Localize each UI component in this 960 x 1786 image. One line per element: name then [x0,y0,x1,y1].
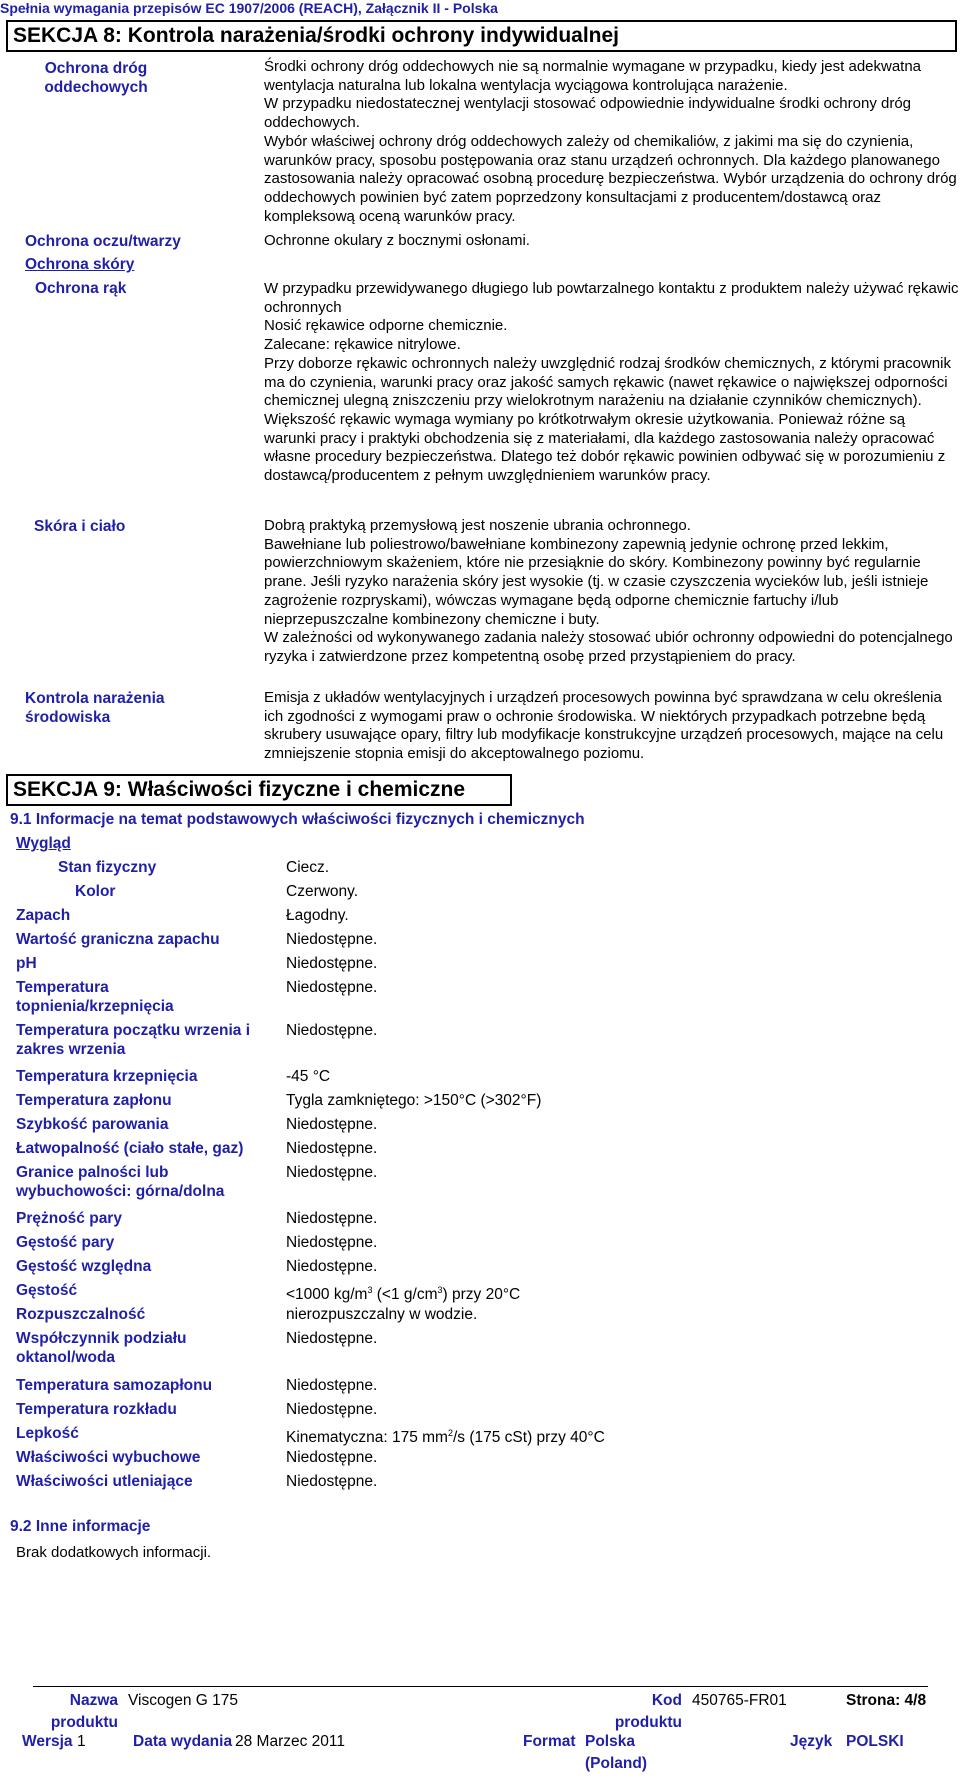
prop-value-vapor-density: Niedostępne. [286,1234,378,1251]
prop-label-melting: Temperatura topnienia/krzepnięcia [16,979,174,1015]
prop-label-explosive-props: Właściwości wybuchowe [16,1449,201,1466]
hand-p1: W przypadku przewidywanego długiego lub powtarzalnego kontaktu z produktem należy używać rękawic ochronnych [264,280,959,316]
footer-product-code-label: Kod produktu [614,1692,682,1731]
prop-label-odor-threshold: Wartość graniczna zapachu [16,931,220,948]
prop-value-vapor-pressure: Niedostępne. [286,1210,378,1227]
prop-value-decomposition: Niedostępne. [286,1401,378,1418]
prop-value-autoignition: Niedostępne. [286,1377,378,1394]
body-p3: W zależności od wykonywanego zadania należy stosować ubiór ochronny odpowiedni do potencjalnego ryzyka i zatwierdzone przez kompetentną osobę przed przystąpieniem do pracy. [264,629,953,665]
prop-label-autoignition: Temperatura samozapłonu [16,1377,213,1394]
prop-label-viscosity: Lepkość [16,1425,79,1442]
prop-value-pour: -45 °C [286,1068,331,1085]
footer-product-code: 450765-FR01 [692,1692,787,1709]
prop-label-solubility: Rozpuszczalność [16,1306,146,1323]
prop-label-flammability: Łatwopalność (ciało stałe, gaz) [16,1140,244,1157]
prop-label-vapor-density: Gęstość pary [16,1234,115,1251]
eye-text: Ochronne okulary z bocznymi osłonami. [264,232,530,249]
prop-value-color: Czerwony. [286,883,359,900]
footer-language: POLSKI [846,1733,904,1750]
subsection-9-2: 9.2 Inne informacje [10,1518,151,1535]
page-header: Spełnia wymagania przepisów EC 1907/2006 (REACH), Załącznik II - Polska [0,0,498,16]
hand-p2: Nosić rękawice odporne chemicznie. [264,317,508,335]
prop-label-boiling: Temperatura początku wrzenia i zakres wrzenia [16,1022,250,1058]
footer-format: Polska (Poland) [585,1733,647,1772]
footer-product-name: Viscogen G 175 [128,1692,239,1709]
hand-label: Ochrona rąk [35,280,127,297]
prop-label-density: Gęstość [16,1282,78,1299]
viscosity-sup1: 2 [447,1428,453,1438]
section-8-title: SEKCJA 8: Kontrola narażenia/środki ochrony indywidualnej [6,20,957,52]
respiratory-p2: W przypadku niedostatecznej wentylacji stosować odpowiednie indywidualne środki ochrony dróg oddechowych. [264,95,912,132]
prop-value-oxidizing: Niedostępne. [286,1473,378,1490]
prop-value-relative-density: Niedostępne. [286,1258,378,1275]
prop-label-flash: Temperatura zapłonu [16,1092,172,1109]
viscosity-v1: Kinematyczna: 175 mm [286,1429,448,1447]
footer-divider [33,1686,928,1687]
prop-label-state: Stan fizyczny [58,859,157,876]
prop-value-explosive-props: Niedostępne. [286,1449,378,1466]
density-v3: ) przy 20°C [442,1286,521,1304]
respiratory-p1: Środki ochrony dróg oddechowych nie są normalnie wymagane w przypadku, kiedy jest adekwatna wentylacja naturalna lub lokalna wentylacja wyciągowa kontrolująca narażenie. [264,58,922,94]
prop-value-odor: Łagodny. [286,907,349,924]
prop-value-solubility: nierozpuszczalny w wodzie. [286,1306,478,1323]
prop-value-flammability: Niedostępne. [286,1140,378,1157]
prop-value-partition: Niedostępne. [286,1330,378,1347]
env-label: Kontrola narażenia środowiska [25,690,165,726]
footer-format-label: Format [523,1733,576,1750]
subsection-9-1: 9.1 Informacje na temat podstawowych właściwości fizycznych i chemicznych [10,811,585,828]
prop-label-evaporation: Szybkość parowania [16,1116,169,1133]
prop-value-boiling: Niedostępne. [286,1022,378,1039]
hand-p3: Zalecane: rękawice nitrylowe. [264,336,461,354]
prop-value-melting: Niedostępne. [286,979,378,996]
prop-label-vapor-pressure: Prężność pary [16,1210,122,1227]
body-label: Skóra i ciało [34,518,126,535]
other-info-text: Brak dodatkowych informacji. [16,1544,212,1561]
body-text [264,517,959,667]
prop-label-pour: Temperatura krzepnięcia [16,1068,198,1085]
respiratory-p3: Wybór właściwej ochrony dróg oddechowych zależy od chemikaliów, z jakimi ma się do czynienia, warunków pracy, sposobu postępowania oraz stanu urządzeń ochronnych. Dla każdego planowanego zastosowania należy opracować osobną procedurę bezpieczeństwa. Wybór urządzenia do ochrony dróg oddechowych powinien być zatem poprzedzony konsultacjami z producentem/dostawcą oraz kompleksową oceną warunków pracy. [264,132,957,225]
footer-version: 1 [77,1733,86,1750]
prop-label-oxidizing: Właściwości utleniające [16,1473,193,1490]
respiratory-label: Ochrona dróg oddechowych [44,60,148,96]
prop-value-explosive-limits: Niedostępne. [286,1164,378,1181]
footer-issue-date: 28 Marzec 2011 [235,1733,345,1750]
footer-issue-date-label: Data wydania [133,1733,233,1750]
skin-label: Ochrona skóry [25,256,135,273]
prop-value-odor-threshold: Niedostępne. [286,931,378,948]
prop-value-state: Ciecz. [286,859,330,876]
prop-value-evaporation: Niedostępne. [286,1116,378,1133]
density-v2: (<1 g/cm [372,1286,438,1304]
prop-value-viscosity [286,1424,605,1447]
prop-label-relative-density: Gęstość względna [16,1258,152,1275]
section-9-title: SEKCJA 9: Właściwości fizyczne i chemiczne [6,774,512,806]
prop-label-decomposition: Temperatura rozkładu [16,1401,177,1418]
footer-page: Strona: 4/8 [846,1692,927,1709]
appearance-label: Wygląd [16,835,71,852]
eye-label: Ochrona oczu/twarzy [25,233,181,250]
body-p2: Bawełniane lub poliestrowo/bawełniane kombinezony zapewnią jedynie ochronę przed lekkim, powierzchniowym skażeniem, które nie przesiąknie do skóry. Kombinezony powinny być regularnie prane. Jeśli ryzyko narażenia skóry jest wysokie (tj. w czasie czyszczenia wycieków lub, jeśli istnieje zagrożenie rozpryskami), wówczas wymagane będą odporne chemicznie fartuchy i/lub nieprzepuszczalne kombinezony chemiczne i buty. [264,535,929,628]
viscosity-v2: /s (175 cSt) przy 40°C [452,1429,605,1447]
body-p1: Dobrą praktyką przemysłową jest noszenie ubrania ochronnego. [264,517,691,534]
prop-value-flash: Tygla zamkniętego: >150°C (>302°F) [286,1092,542,1109]
density-sup1: 3 [367,1285,373,1295]
prop-label-odor: Zapach [16,907,71,924]
respiratory-text [264,58,959,226]
prop-label-ph: pH [16,955,37,972]
prop-label-explosive-limits: Granice palności lub wybuchowości: górna/dolna [16,1164,225,1200]
density-v1: <1000 kg/m [286,1286,368,1304]
env-text: Emisja z układów wentylacyjnych i urządzeń procesowych powinna być sprawdzana w celu określenia ich zgodności z wymogami praw o ochronie środowiska. W niektórych przypadkach potrzebne będą skrubery usuwające opary, filtry lub modyfikacje konstrukcyjne urządzeń procesowych, mające na celu zmniejszenie stopnia emisji do akceptowalnego poziomu. [264,689,944,763]
prop-value-density [286,1281,520,1304]
prop-label-color: Kolor [75,883,116,900]
hand-text [264,280,959,486]
footer-version-label: Wersja [22,1733,73,1750]
footer-language-label: Język [790,1733,833,1750]
prop-value-ph: Niedostępne. [286,955,378,972]
prop-label-partition: Współczynnik podziału oktanol/woda [16,1330,187,1366]
footer-product-name-label: Nazwa produktu [50,1692,118,1731]
density-sup2: 3 [437,1285,443,1295]
hand-p4: Przy doborze rękawic ochronnych należy uwzględnić rodzaj środków chemicznych, z którymi pracownik ma do czynienia, warunki pracy oraz jakość samych rękawic (nawet rękawice o największej odporności chemicznej ulegną zniszczeniu przy wielokrotnym narażeniu na działanie czynników chemicznych). Większość rękawic wymaga wymiany po krótkotrwałym okresie użytkowania. Ponieważ różne są warunki pracy i praktyki obchodzenia się z materiałami, dla każdego zastosowania należy opracować własne procedury bezpieczeństwa. Dlatego też dobór rękawic powinien odbywać się w porozumieniu z dostawcą/producentem z pełnym uwzględnieniem warunków pracy. [264,354,951,485]
